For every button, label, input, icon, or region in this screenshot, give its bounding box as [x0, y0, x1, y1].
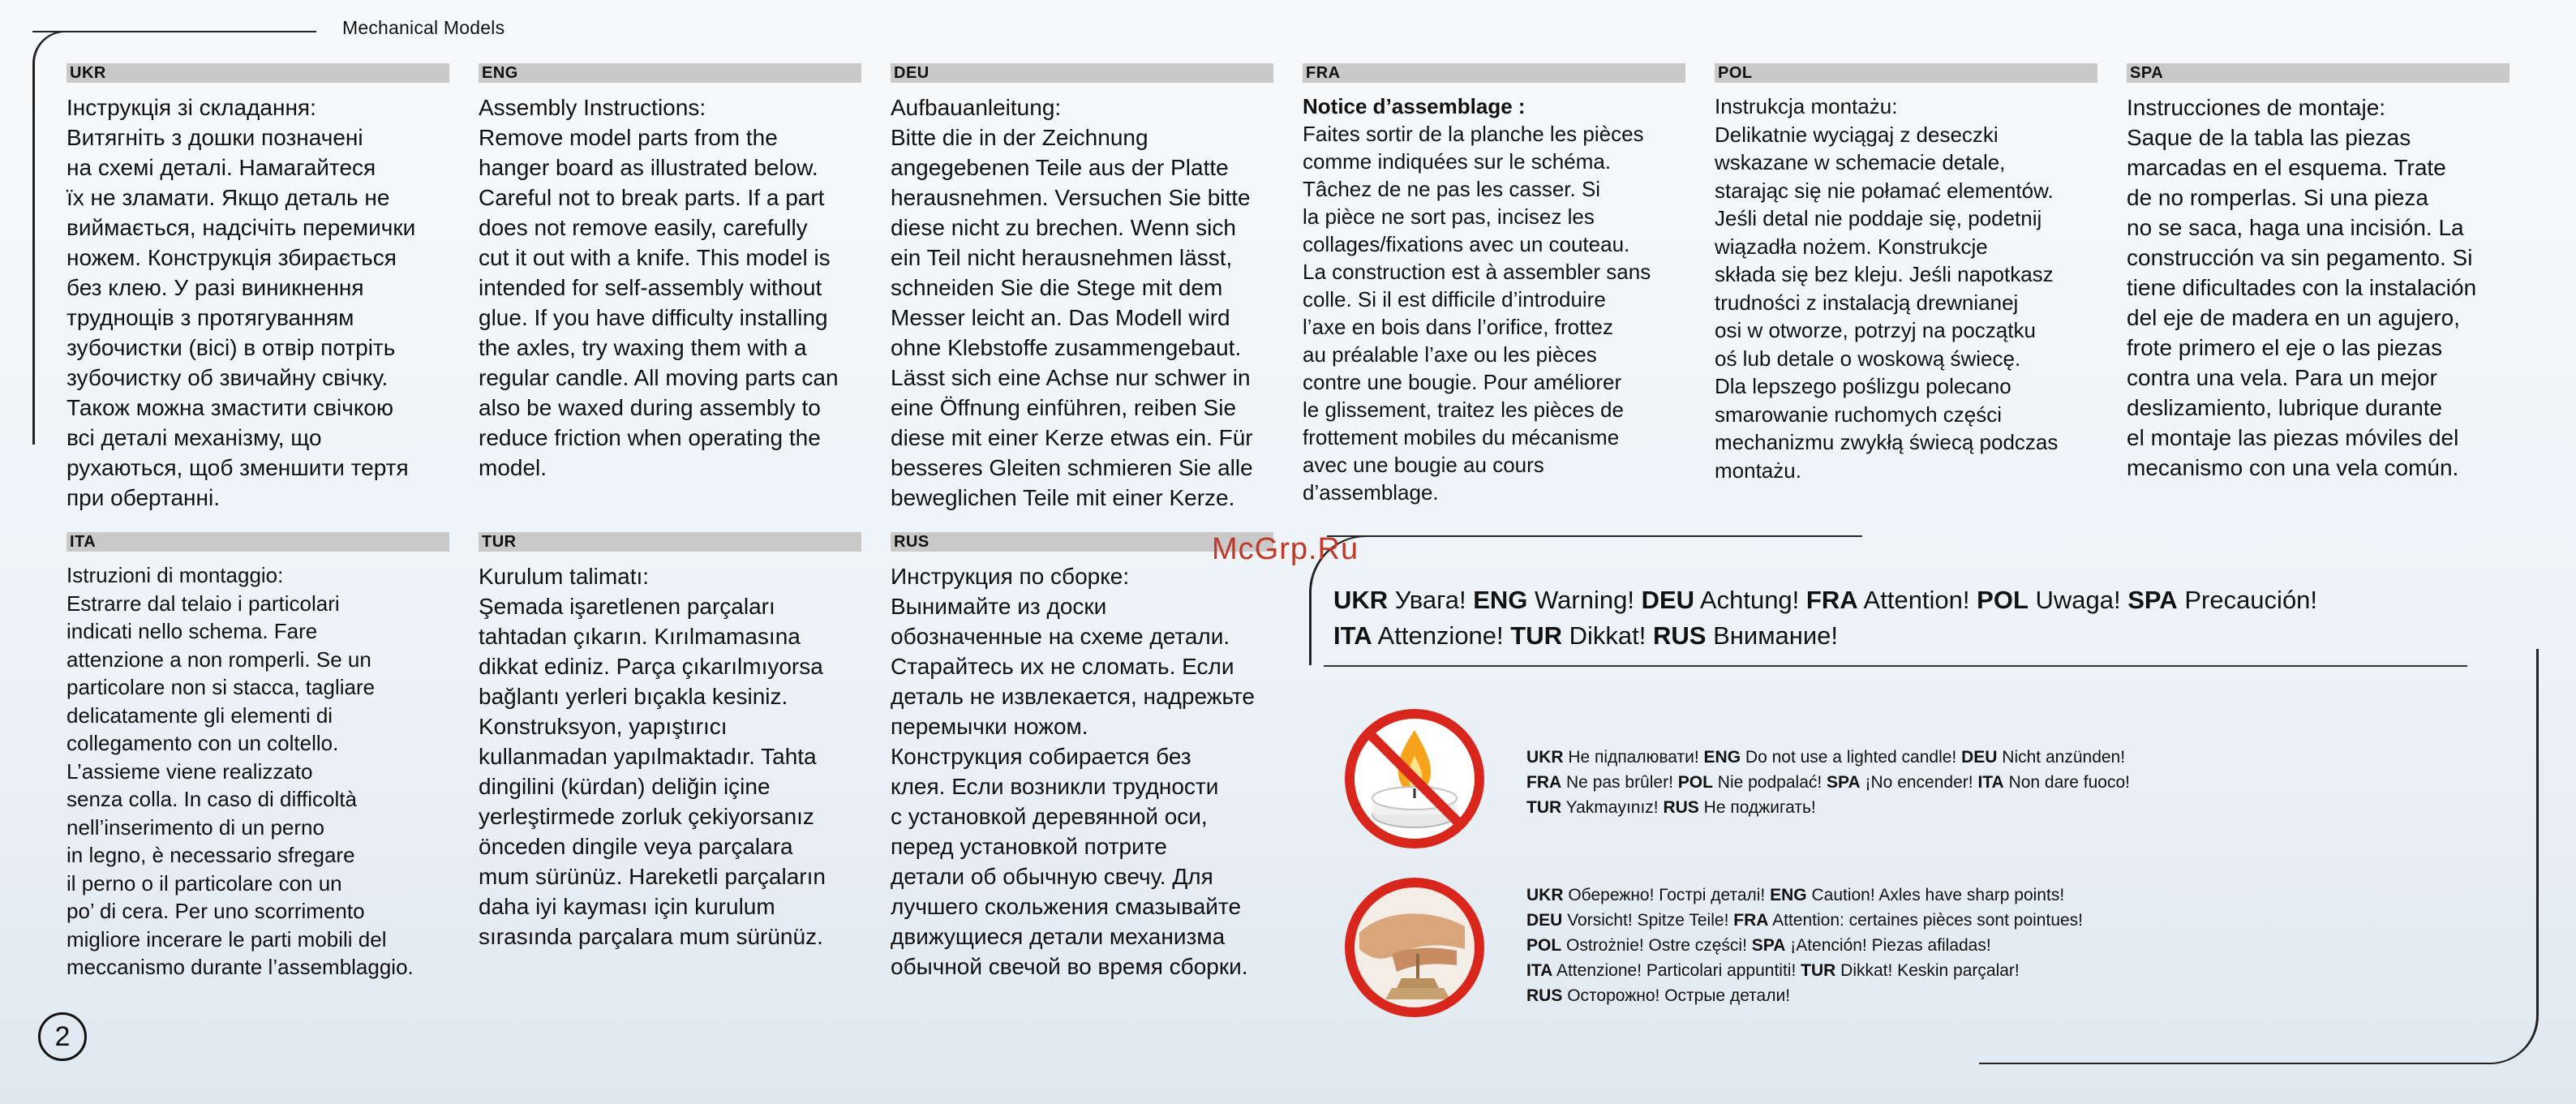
warning-phrase: Attenzione! Particolari appuntiti! — [1556, 961, 1797, 980]
warning-phrase: Обережно! Гострі деталі! — [1568, 886, 1766, 904]
instruction-line: всі деталі механізму, що — [67, 425, 322, 450]
column-rus — [891, 532, 1273, 982]
warning-phrase: Attention! — [1863, 586, 1970, 614]
instruction-heading-deu: Aufbauanleitung: — [891, 95, 1062, 120]
instruction-heading-pol: Instrukcja montażu: — [1715, 94, 1898, 118]
language-code: SPA — [2127, 586, 2178, 614]
warning-phrase: Ostrożnie! Ostre części! — [1566, 936, 1747, 955]
instruction-line: l’axe en bois dans l’orifice, frottez — [1303, 315, 1613, 339]
language-tag-ita: ITA — [67, 532, 449, 552]
language-code: TUR — [1526, 798, 1562, 817]
warning-phrase: Не поджигать! — [1703, 798, 1816, 817]
instruction-line: herausnehmen. Versuchen Sie bitte — [891, 185, 1251, 210]
instruction-line: Messer leicht an. Das Modell wird — [891, 305, 1230, 330]
instruction-line: colle. Si il est difficile d’introduire — [1303, 287, 1606, 311]
column-ukr — [67, 63, 449, 513]
warning-title — [1333, 582, 2317, 654]
warning-phrase: ¡Atención! Piezas afiladas! — [1790, 936, 1991, 955]
instruction-line: frottement mobiles du mécanisme — [1303, 425, 1620, 449]
language-code: FRA — [1526, 773, 1562, 792]
warning-phrase: Warning! — [1535, 586, 1634, 614]
instruction-line: angegebenen Teile aus der Platte — [891, 155, 1229, 180]
instruction-line: collegamento con un coltello. — [67, 731, 339, 755]
watermark: McGrp.Ru — [1212, 532, 1359, 566]
column-deu — [891, 63, 1273, 513]
instruction-line: Bitte die in der Zeichnung — [891, 125, 1148, 150]
language-tag-eng: ENG — [479, 63, 861, 83]
warning-divider — [1324, 665, 2467, 667]
instruction-line: Jeśli detal nie poddaje się, podetnij — [1715, 206, 2042, 230]
warning-phrase: Nicht anzünden! — [2002, 748, 2126, 767]
instruction-line: зубочистку об звичайну свічку. — [67, 365, 389, 390]
instruction-line: виймається, надсічіть перемички — [67, 215, 416, 240]
instruction-line: bağlantı yerleri bıçakla kesiniz. — [479, 684, 788, 709]
language-code: FRA — [1733, 911, 1769, 930]
warning-line — [1526, 983, 2083, 1008]
warning-phrase: Yakmayınız! — [1565, 798, 1659, 817]
instruction-line: wskazane w schemacie detale, — [1715, 150, 2006, 174]
instruction-line: ein Teil nicht herausnehmen lässt, — [891, 245, 1233, 270]
instruction-line: труднощів з протягуванням — [67, 305, 354, 330]
instruction-line: regular candle. All moving parts can — [479, 365, 839, 390]
instruction-line: il perno o il particolare con un — [67, 870, 342, 896]
language-code: POL — [1526, 936, 1562, 955]
instruction-line: ohne Klebstoffe zusammengebaut. — [891, 335, 1242, 360]
language-tag-ukr: UKR — [67, 63, 449, 83]
instruction-line: Delikatnie wyciągaj z deseczki — [1715, 122, 1999, 147]
instruction-line: на схемі деталі. Намагайтеся — [67, 155, 376, 180]
instruction-line: Estrarre dal telaio i particolari — [67, 591, 340, 616]
warning-phrase: Attention: certaines pièces sont pointues! — [1772, 911, 2084, 930]
column-pol — [1715, 63, 2097, 484]
warning-line — [1526, 933, 2083, 958]
instruction-line: senza colla. In caso di difficoltà — [67, 787, 357, 811]
instruction-line: wiązadła nożem. Konstrukcje — [1715, 234, 1988, 259]
instruction-line: daha iyi kayması için kurulum — [479, 894, 775, 919]
language-code: DEU — [1526, 911, 1563, 930]
instruction-line: le glissement, traitez les pièces de — [1303, 397, 1624, 422]
instruction-line: обычной свечой во время сборки. — [891, 954, 1248, 979]
language-tag-rus: RUS — [891, 532, 1273, 552]
instruction-line: Saque de la tabla las piezas — [2127, 125, 2411, 150]
instruction-line: collages/fixations avec un couteau. — [1303, 232, 1630, 256]
instruction-line: Konstruksyon, yapıştırıcı — [479, 714, 728, 739]
instruction-heading-rus: Инструкция по сборке: — [891, 564, 1130, 589]
instruction-line: diese nicht zu brechen. Wenn sich — [891, 215, 1236, 240]
instruction-line: indicati nello schema. Fare — [67, 619, 318, 643]
sharp-axle-icon — [1343, 876, 1486, 1019]
language-tag-tur: TUR — [479, 532, 861, 552]
language-code: RUS — [1526, 986, 1563, 1005]
warning-phrase: Nie podpalać! — [1717, 773, 1823, 792]
instruction-line: Faites sortir de la planche les pièces — [1303, 122, 1644, 146]
instruction-line: зубочистки (вісі) в отвір потріть — [67, 335, 396, 360]
language-code: DEU — [1961, 748, 1998, 767]
language-code: SPA — [1827, 773, 1861, 792]
warning-title-line-2 — [1333, 618, 2317, 654]
column-tur — [479, 532, 861, 952]
instruction-line: au préalable l’axe ou les pièces — [1303, 342, 1597, 367]
language-code: POL — [1677, 773, 1713, 792]
instruction-heading-eng: Assembly Instructions: — [479, 95, 706, 120]
instruction-line: d’assemblage. — [1303, 480, 1439, 505]
language-tag-spa: SPA — [2127, 63, 2509, 83]
instruction-line: reduce friction when operating the — [479, 425, 821, 450]
warning-line — [1526, 883, 2083, 908]
instruction-line: tahtadan çıkarın. Kırılmamasına — [479, 624, 801, 649]
instruction-line: hanger board as illustrated below. — [479, 155, 818, 180]
instruction-line: składa się bez kleju. Jeśli napotkasz — [1715, 262, 2054, 286]
instruction-line: oś lub detale o woskową świecę. — [1715, 346, 2021, 371]
warning-phrase: Внимание! — [1713, 621, 1839, 650]
instruction-line: La construction est à assembler sans — [1303, 260, 1651, 284]
warning-phrase: Vorsicht! Spitze Teile! — [1567, 911, 1729, 930]
language-tag-fra: FRA — [1303, 63, 1685, 83]
warning-line — [1526, 908, 2083, 933]
warning-phrase: ¡No encender! — [1865, 773, 1973, 792]
language-code: RUS — [1663, 798, 1699, 817]
instruction-line: nell’inserimento di un perno — [67, 814, 324, 840]
instruction-line: Конструкция собирается без — [891, 744, 1191, 769]
warning-phrase: Caution! Axles have sharp points! — [1811, 886, 2065, 904]
instruction-line: при обертанні. — [67, 485, 220, 510]
language-code: TUR — [1801, 961, 1836, 980]
column-spa — [2127, 63, 2509, 483]
warning-phrase: Не підпалювати! — [1568, 748, 1699, 767]
instruction-line: рухаються, щоб зменшити тертя — [67, 455, 409, 480]
instruction-line: Tâchez de ne pas les casser. Si — [1303, 177, 1601, 201]
instruction-heading-ukr: Інструкція зі складання: — [67, 95, 316, 120]
candle-warning-text — [1526, 745, 2130, 820]
instruction-line: cut it out with a knife. This model is — [479, 245, 831, 270]
warning-line — [1526, 745, 2130, 770]
instruction-line: Careful not to break parts. If a part — [479, 185, 825, 210]
instruction-line: движущиеся детали механизма — [891, 924, 1226, 949]
language-code: UKR — [1526, 748, 1564, 767]
instruction-heading-fra: Notice d’assemblage : — [1303, 94, 1526, 118]
column-ita — [67, 532, 449, 982]
warning-line — [1526, 795, 2130, 820]
warning-phrase: Увага! — [1394, 586, 1466, 614]
instruction-line: also be waxed during assembly to — [479, 395, 821, 420]
instruction-line: frote primero el eje o las piezas — [2127, 335, 2443, 360]
instruction-line: Також можна змастити свічкою — [67, 395, 393, 420]
language-code: ITA — [1977, 773, 2004, 792]
no-candle-icon — [1343, 707, 1486, 850]
instruction-line: kullanmadan yapılmaktadır. Tahta — [479, 744, 817, 769]
instruction-line: del eje de madera en un agujero, — [2127, 305, 2460, 330]
instruction-line: migliore incerare le parti mobili del — [67, 926, 387, 952]
instruction-line: la pièce ne sort pas, incisez les — [1303, 204, 1595, 229]
language-code: ENG — [1703, 748, 1741, 767]
header-title: Mechanical Models — [342, 17, 505, 38]
instruction-line: Şemada işaretlenen parçaları — [479, 594, 775, 619]
instruction-line: клея. Если возникли трудности — [891, 774, 1219, 799]
language-code: ITA — [1526, 961, 1553, 980]
instruction-line: montażu. — [1715, 457, 1801, 483]
instruction-line: yerleştirmede zorluk çekiyorsanız — [479, 804, 814, 829]
instruction-line: Lässt sich eine Achse nur schwer in — [891, 365, 1251, 390]
instruction-line: Remove model parts from the — [479, 125, 778, 150]
language-code: RUS — [1653, 621, 1707, 650]
language-code: DEU — [1641, 586, 1695, 614]
instruction-line: önceden dingile veya parçalara — [479, 834, 793, 859]
instruction-line: обозначенные на схеме детали. — [891, 624, 1230, 649]
warning-phrase: Осторожно! Острые детали! — [1567, 986, 1791, 1005]
instruction-line: dikkat ediniz. Parça çıkarılmıyorsa — [479, 654, 823, 679]
language-code: TUR — [1510, 621, 1562, 650]
instruction-line: attenzione a non romperli. Se un — [67, 647, 371, 672]
warning-phrase: Dikkat! Keskin parçalar! — [1840, 961, 2020, 980]
instruction-heading-ita: Istruzioni di montaggio: — [67, 563, 284, 587]
instruction-line: starając się nie połamać elementów. — [1715, 178, 2054, 203]
warning-frame-top — [1327, 535, 1862, 537]
language-code: UKR — [1526, 886, 1564, 904]
language-code: ENG — [1473, 586, 1528, 614]
column-fra — [1303, 63, 1685, 506]
warning-line — [1526, 958, 2083, 983]
page-number: 2 — [38, 1012, 87, 1061]
instruction-line: de no romperlas. Si una pieza — [2127, 185, 2428, 210]
instruction-line: с установкой деревянной оси, — [891, 804, 1208, 829]
instruction-line: eine Öffnung einführen, reiben Sie — [891, 395, 1237, 420]
instruction-line: перед установкой потрите — [891, 834, 1167, 859]
language-code: SPA — [1751, 936, 1786, 955]
instruction-line: детали об обычную свечу. Для — [891, 864, 1213, 889]
instruction-line: deslizamiento, lubrique durante — [2127, 395, 2443, 420]
instruction-line: dingilini (kürdan) deliğin içine — [479, 774, 771, 799]
instruction-line: comme indiquées sur le schéma. — [1303, 149, 1612, 174]
instruction-line: construcción va sin pegamento. Si — [2127, 245, 2473, 270]
language-tag-deu: DEU — [891, 63, 1273, 83]
warning-phrase: Do not use a lighted candle! — [1745, 748, 1957, 767]
instruction-line: mum sürünüz. Hareketli parçaların — [479, 864, 826, 889]
warning-phrase: Uwaga! — [2035, 586, 2121, 614]
language-code: POL — [1977, 586, 2029, 614]
warning-phrase: Attenzione! — [1377, 621, 1504, 650]
language-code: FRA — [1805, 586, 1858, 614]
warning-title-line-1 — [1333, 582, 2317, 618]
warning-phrase: Ne pas brûler! — [1566, 773, 1673, 792]
instruction-heading-tur: Kurulum talimatı: — [479, 564, 650, 589]
column-eng — [479, 63, 861, 483]
instruction-line: glue. If you have difficulty installing — [479, 305, 828, 330]
instruction-line: Витягніть з дошки позначені — [67, 125, 363, 150]
instruction-line: marcadas en el esquema. Trate — [2127, 155, 2446, 180]
instruction-line: diese mit einer Kerze etwas ein. Für — [891, 425, 1253, 450]
instruction-line: Вынимайте из доски — [891, 594, 1107, 619]
instruction-line: mecanismo con una vela común. — [2127, 455, 2459, 480]
warning-phrase: Non dare fuoco! — [2008, 773, 2130, 792]
instruction-line: Dla lepszego poślizgu polecano — [1715, 374, 2011, 398]
warning-phrase: Dikkat! — [1569, 621, 1646, 650]
instruction-line: mechanizmu zwykłą świecą podczas — [1715, 430, 2059, 454]
instruction-line: el montaje las piezas móviles del — [2127, 425, 2459, 450]
instruction-line: деталь не извлекается, надрежьте — [891, 684, 1255, 709]
language-code: UKR — [1333, 586, 1389, 614]
instruction-line: ножем. Конструкція збирається — [67, 245, 397, 270]
instruction-line: лучшего скольжения смазывайте — [891, 894, 1242, 919]
instruction-line: does not remove easily, carefully — [479, 215, 808, 240]
warning-phrase: Precaución! — [2184, 586, 2318, 614]
instruction-line: L’assieme viene realizzato — [67, 758, 313, 784]
instruction-line: in legno, è necessario sfregare — [67, 843, 355, 867]
instruction-line: contra una vela. Para un mejor — [2127, 365, 2437, 390]
instruction-line: delicatamente gli elementi di — [67, 702, 333, 728]
instruction-line: avec une bougie au cours — [1303, 453, 1544, 477]
instruction-line: beweglichen Teile mit einer Kerze. — [891, 485, 1235, 510]
instruction-line: po’ di cera. Per uno scorrimento — [67, 899, 365, 923]
instruction-line: meccanismo durante l’assemblaggio. — [67, 955, 414, 979]
instruction-line: Старайтесь их не сломать. Если — [891, 654, 1234, 679]
instruction-line: sırasında parçalara mum sürünüz. — [479, 924, 823, 949]
instruction-line: перемычки ножом. — [891, 714, 1088, 739]
instruction-line: osi w otworze, potrzyj na początku — [1715, 318, 2036, 342]
instruction-line: без клею. У разі виникнення — [67, 275, 364, 300]
warning-line — [1526, 770, 2130, 795]
language-code: ENG — [1770, 886, 1807, 904]
instruction-heading-spa: Instrucciones de montaje: — [2127, 95, 2386, 120]
instruction-line: їх не зламати. Якщо деталь не — [67, 185, 390, 210]
instruction-line: model. — [479, 455, 547, 480]
instruction-line: contre une bougie. Pour améliorer — [1303, 370, 1622, 394]
language-code: ITA — [1333, 621, 1372, 650]
instruction-line: tiene dificultades con la instalación — [2127, 275, 2477, 300]
instruction-line: no se saca, haga una incisión. La — [2127, 215, 2464, 240]
instruction-line: besseres Gleiten schmieren Sie alle — [891, 455, 1253, 480]
sharp-warning-text — [1526, 883, 2083, 1008]
instruction-line: trudności z instalacją drewnianej — [1715, 290, 2019, 315]
instruction-line: schneiden Sie die Stege mit dem — [891, 275, 1223, 300]
warning-phrase: Achtung! — [1699, 586, 1800, 614]
instruction-line: the axles, try waxing them with a — [479, 335, 807, 360]
instruction-line: smarowanie ruchomych części — [1715, 402, 2003, 427]
instruction-line: particolare non si stacca, tagliare — [67, 675, 376, 699]
instruction-line: intended for self-assembly without — [479, 275, 822, 300]
language-tag-pol: POL — [1715, 63, 2097, 83]
